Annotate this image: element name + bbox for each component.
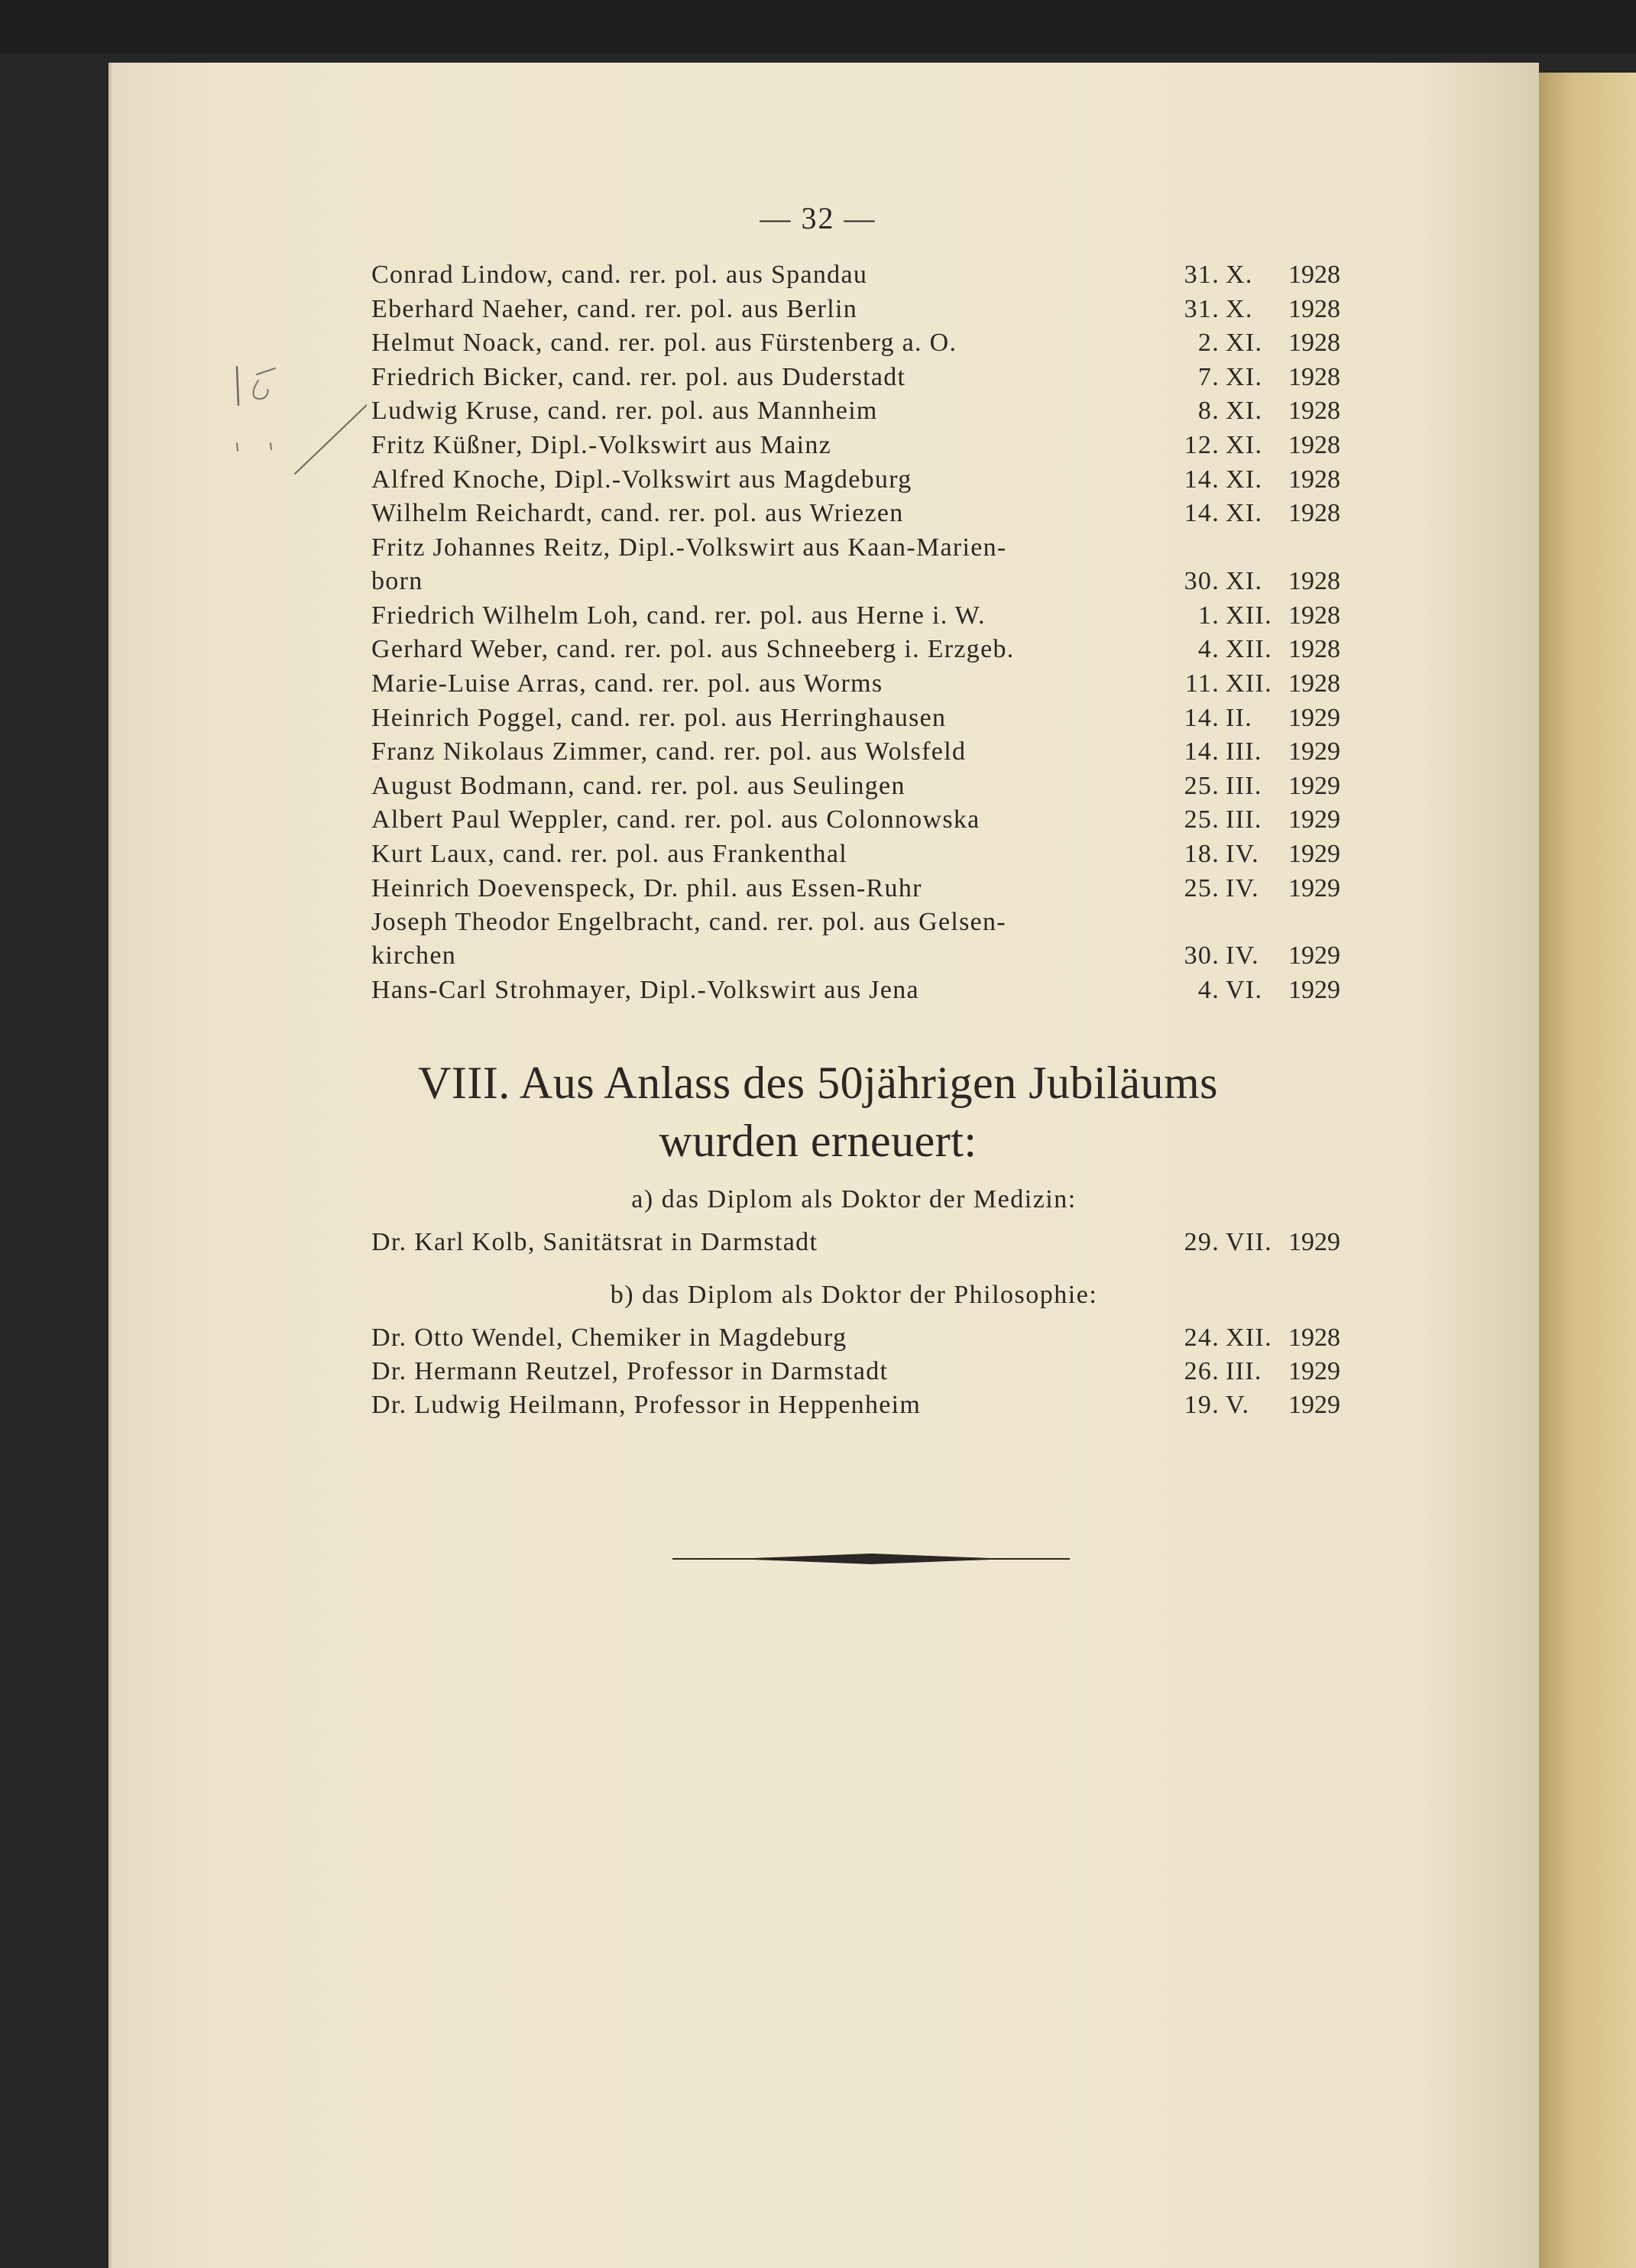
entry-year: 1929 [1288,840,1340,868]
entry-name: Marie-Luise Arras, cand. rer. pol. aus Worms [371,669,883,698]
entry-name: Wilhelm Reichardt, cand. rer. pol. aus Wriezen [371,499,904,528]
entry-year: 1929 [1288,703,1340,732]
subheading-medicine [0,1185,1636,1214]
entry-month: II. [1226,703,1253,732]
entry-year: 1928 [1288,499,1340,528]
entry-name: Gerhard Weber, cand. rer. pol. aus Schneeberg i. Erzgeb. [371,635,1015,664]
entry-name-continued: kirchen [371,941,457,970]
entry-name: Hans-Carl Strohmayer, Dipl.-Volkswirt aus Jena [371,976,919,1005]
handwritten-annotation [222,359,367,481]
entry-month: XII. [1226,601,1272,630]
entry-day: 11. [1184,669,1220,698]
entry-name: Kurt Laux, cand. rer. pol. aus Frankenthal [371,840,847,868]
entry-day: 14. [1184,465,1220,494]
entry-year: 1928 [1288,566,1340,595]
entry-day: 1. [1197,601,1220,630]
entry-name-continued: born [371,566,423,595]
entry-month: III. [1226,737,1262,766]
entry-year: 1928 [1288,601,1340,630]
entry-name: Alfred Knoche, Dipl.-Volkswirt aus Magdeburg [371,465,912,494]
entry-name: Dr. Ludwig Heilmann, Professor in Heppenheim [371,1391,922,1419]
entry-day: 25. [1184,805,1220,834]
entry-day: 14. [1184,703,1220,732]
entry-day: 31. [1184,261,1220,289]
entry-month: XI. [1226,499,1263,528]
entry-name: Friedrich Bicker, cand. rer. pol. aus Duderstadt [371,362,906,391]
entry-name: Franz Nikolaus Zimmer, cand. rer. pol. aus Wolsfeld [371,737,967,766]
entry-name: Fritz Küßner, Dipl.-Volkswirt aus Mainz [371,431,832,459]
entry-month: X. [1226,261,1253,289]
entry-year: 1928 [1288,1324,1340,1352]
entry-year: 1928 [1288,465,1340,494]
entry-month: XI. [1226,397,1263,426]
entry-day: 12. [1184,431,1220,459]
entry-name: Helmut Noack, cand. rer. pol. aus Fürstenberg a. O. [371,329,957,358]
entry-year: 1929 [1288,737,1340,766]
entry-month: VII. [1226,1228,1272,1256]
entry-month: XI. [1226,329,1263,358]
entry-month: XII. [1226,669,1272,698]
entry-year: 1929 [1288,1391,1340,1419]
entry-name: Dr. Hermann Reutzel, Professor in Darmstadt [371,1357,889,1385]
entry-year: 1928 [1288,294,1340,323]
subheading-philosophy [0,1281,1636,1310]
entry-year: 1928 [1288,397,1340,426]
entry-month: IV. [1226,941,1259,970]
subheading-medicine-text: a) das Diplom als Doktor der Medizin: [631,1185,1077,1213]
entry-month: XI. [1226,465,1263,494]
entry-day: 19. [1184,1391,1220,1419]
entry-month: X. [1226,294,1253,323]
entry-month: III. [1226,1357,1262,1385]
entry-month: V. [1226,1391,1250,1419]
entry-name: Conrad Lindow, cand. rer. pol. aus Spandau [371,261,868,289]
entry-month: IV. [1226,873,1259,902]
entry-year: 1929 [1288,1228,1340,1256]
entry-year: 1929 [1288,941,1340,970]
entry-day: 24. [1184,1324,1220,1352]
entry-name: Albert Paul Weppler, cand. rer. pol. aus Colonnowska [371,805,980,834]
decorative-rule [672,1544,1070,1574]
entry-day: 8. [1197,397,1220,426]
entry-name: Heinrich Poggel, cand. rer. pol. aus Herringhausen [371,703,947,732]
entry-day: 4. [1197,635,1220,664]
entry-day: 7. [1197,362,1220,391]
entry-month: XI. [1226,431,1263,459]
entry-day: 31. [1184,294,1220,323]
entry-day: 26. [1184,1357,1220,1385]
entry-name: Joseph Theodor Engelbracht, cand. rer. pol. aus Gelsen- [371,908,1006,937]
entry-name: Ludwig Kruse, cand. rer. pol. aus Mannheim [371,397,878,426]
entry-day: 29. [1184,1228,1220,1256]
entry-month: XII. [1226,635,1272,664]
entry-year: 1928 [1288,261,1340,289]
entry-year: 1928 [1288,635,1340,664]
entry-name: Heinrich Doevenspeck, Dr. phil. aus Essen-Ruhr [371,873,922,902]
entry-month: III. [1226,805,1262,834]
entry-day: 30. [1184,566,1220,595]
entry-year: 1929 [1288,1357,1340,1385]
entry-year: 1929 [1288,976,1340,1005]
entry-day: 25. [1184,873,1220,902]
entry-day: 14. [1184,737,1220,766]
section-title-line2: wurden erneuert: [659,1116,977,1166]
entry-year: 1929 [1288,805,1340,834]
entry-name: Fritz Johannes Reitz, Dipl.-Volkswirt aus Kaan-Marien- [371,533,1007,562]
entry-year: 1928 [1288,329,1340,358]
entry-day: 4. [1197,976,1220,1005]
entry-name: Dr. Karl Kolb, Sanitätsrat in Darmstadt [371,1228,818,1256]
entry-day: 18. [1184,840,1220,868]
entry-month: III. [1226,771,1262,800]
page-number: — 32 — [760,201,876,235]
entry-name: Friedrich Wilhelm Loh, cand. rer. pol. aus Herne i. W. [371,601,986,630]
entry-month: XI. [1226,566,1263,595]
adjacent-page-edge [1536,73,1636,2268]
entry-month: VI. [1226,976,1263,1005]
entry-day: 2. [1197,329,1220,358]
subheading-philosophy-text: b) das Diplom als Doktor der Philosophie: [610,1281,1098,1309]
entry-name: August Bodmann, cand. rer. pol. aus Seulingen [371,771,905,800]
entry-month: XI. [1226,362,1263,391]
entry-year: 1928 [1288,669,1340,698]
entry-day: 25. [1184,771,1220,800]
entry-day: 30. [1184,941,1220,970]
entry-year: 1928 [1288,431,1340,459]
entry-year: 1928 [1288,362,1340,391]
section-title-line1: VIII. Aus Anlass des 50jährigen Jubiläums [417,1058,1219,1108]
entry-name: Eberhard Naeher, cand. rer. pol. aus Berlin [371,294,858,323]
entry-month: IV. [1226,840,1259,868]
entry-year: 1929 [1288,873,1340,902]
entry-name: Dr. Otto Wendel, Chemiker in Magdeburg [371,1324,847,1352]
entry-day: 14. [1184,499,1220,528]
scan-top-edge [0,0,1636,53]
entry-month: XII. [1226,1324,1272,1352]
entry-year: 1929 [1288,771,1340,800]
